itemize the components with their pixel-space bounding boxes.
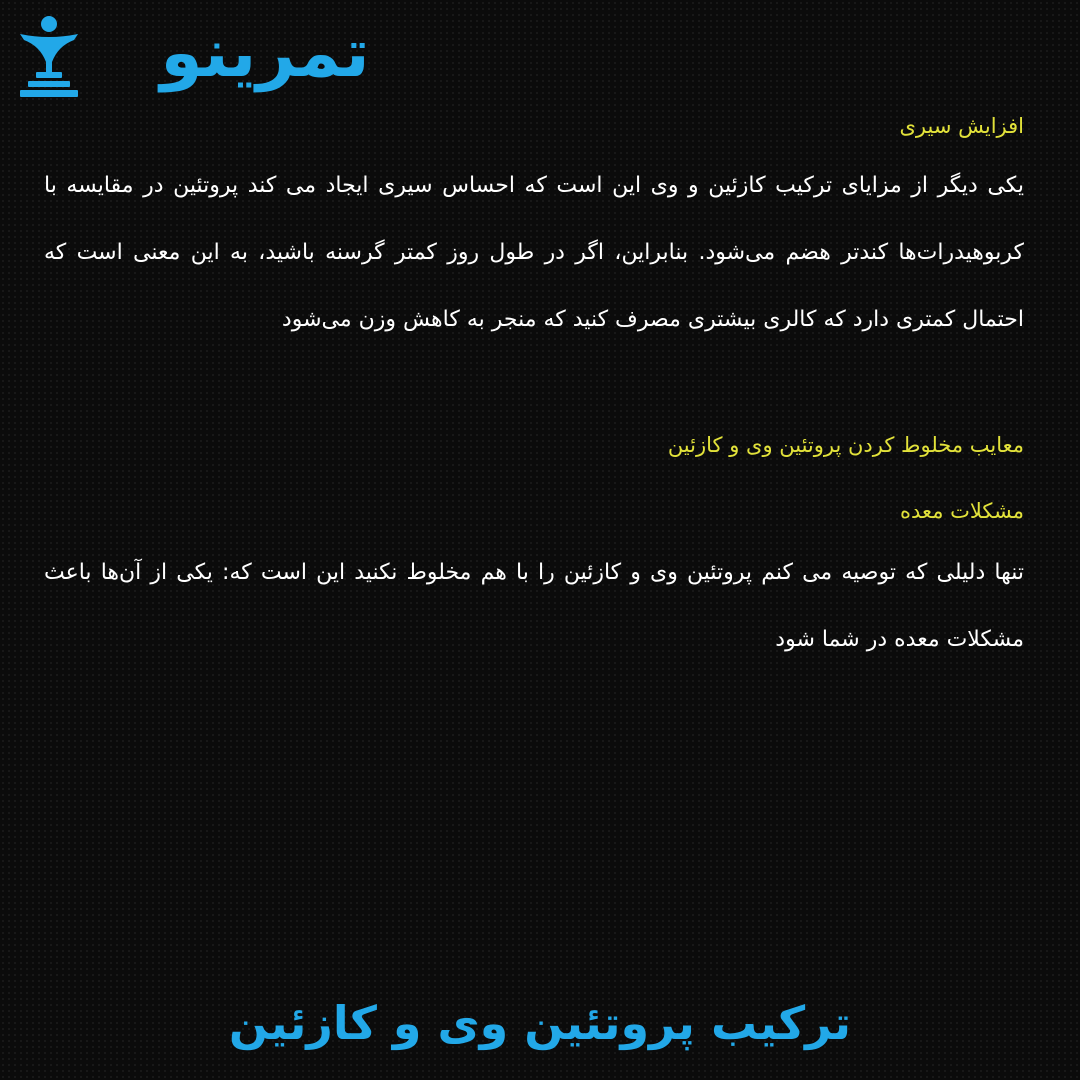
section-heading-stomach-problems: مشکلات معده xyxy=(900,499,1024,523)
paragraph-stomach-problems: تنها دلیلی که توصیه می کنم پروتئین وی و کازئین را با هم مخلوط نکنید این است که: یکی از آن‌ها باعث مشکلات معده در شما شود xyxy=(44,560,1024,652)
section-heading-satiety: افزایش سیری xyxy=(899,114,1024,138)
brand-name: تمرینو xyxy=(160,14,370,93)
brand-logo xyxy=(14,6,444,102)
footer-title: ترکیب پروتئین وی و کازئین xyxy=(228,996,852,1050)
article-content xyxy=(44,98,1024,673)
paragraph-satiety: یکی دیگر از مزایای ترکیب کازئین و وی این است که احساس سیری ایجاد می کند پروتئین در مقایسه با کربوهیدرات‌ها کندتر هضم می‌شود. بنابراین، اگر در طول روز کمتر گرسنه باشید، به این معنی است که احتمال کمتری دارد که کالری بیشتری مصرف کنید که منجر به کاهش وزن می‌شود xyxy=(44,173,1024,332)
section-heading-disadvantages: معایب مخلوط کردن پروتئین وی و کازئین xyxy=(667,433,1024,457)
trophy-cup-icon xyxy=(14,10,84,100)
